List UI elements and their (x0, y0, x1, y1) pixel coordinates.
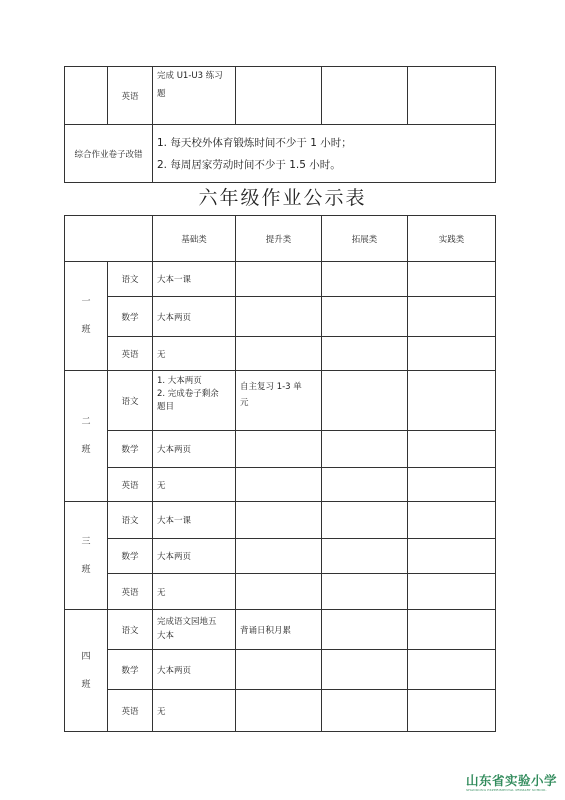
header-basic: 基础类 (153, 216, 236, 262)
table-row (65, 610, 496, 650)
table-row (65, 574, 496, 610)
class-label-top: 四 (81, 651, 91, 662)
comprehensive-notes (153, 125, 496, 183)
extend-cell (322, 67, 408, 125)
practice-cell (408, 371, 496, 431)
school-logo-cn: 山东省实验小学 (466, 773, 558, 788)
subject-cell: 语文 (108, 502, 153, 539)
improve-cell (236, 262, 322, 297)
class-label-4 (65, 610, 108, 732)
table-row (65, 297, 496, 337)
table-row (65, 468, 496, 502)
table-row (65, 125, 496, 183)
practice-cell (408, 262, 496, 297)
class-label-1 (65, 262, 108, 371)
improve-cell (236, 371, 322, 431)
header-row (65, 216, 496, 262)
practice-cell (408, 67, 496, 125)
subject-cell: 语文 (108, 610, 153, 650)
table-row (65, 690, 496, 732)
improve-cell (236, 297, 322, 337)
extend-cell (322, 262, 408, 297)
practice-cell (408, 690, 496, 732)
subject-cell: 数学 (108, 297, 153, 337)
extend-cell (322, 574, 408, 610)
extend-cell (322, 610, 408, 650)
class-label-bottom: 班 (81, 445, 91, 455)
subject-cell: 英语 (108, 574, 153, 610)
table-row (65, 337, 496, 371)
cell-text: 自主复习 1-3 单 (240, 382, 302, 392)
improve-cell (236, 431, 322, 468)
basic-cell (153, 610, 236, 650)
subject-cell: 语文 (108, 262, 153, 297)
practice-cell (408, 539, 496, 574)
basic-cell (153, 67, 236, 125)
header-improve: 提升类 (236, 216, 322, 262)
cell-text: 大本 (157, 631, 175, 641)
practice-cell (408, 650, 496, 690)
table-row (65, 650, 496, 690)
header-blank (65, 216, 153, 262)
improve-cell (236, 690, 322, 732)
table-row (65, 539, 496, 574)
subject-cell: 数学 (108, 650, 153, 690)
school-logo-en: SHANDONG EXPERIMENTAL PRIMARY SCHOOL (466, 788, 547, 792)
basic-cell: 大本一课 (153, 262, 236, 297)
class-label-top: 二 (81, 417, 91, 427)
basic-cell: 大本两页 (153, 297, 236, 337)
improve-cell (236, 67, 322, 125)
basic-cell: 无 (153, 574, 236, 610)
improve-cell (236, 337, 322, 371)
improve-cell (236, 650, 322, 690)
basic-cell: 大本两页 (153, 539, 236, 574)
practice-cell (408, 337, 496, 371)
table-row (65, 67, 496, 125)
subject-cell: 英语 (108, 690, 153, 732)
extend-cell (322, 431, 408, 468)
practice-cell (408, 468, 496, 502)
cell-text: 2. 完成卷子剩余 (157, 389, 219, 399)
class-label-bottom: 班 (81, 325, 91, 335)
practice-cell (408, 297, 496, 337)
extend-cell (322, 297, 408, 337)
class-label-3 (65, 502, 108, 610)
cell-text: 元 (240, 398, 249, 408)
practice-cell (408, 502, 496, 539)
subject-cell: 英语 (108, 67, 153, 125)
header-extend: 拓展类 (322, 216, 408, 262)
top-partial-table (64, 66, 496, 183)
note-line: 1. 每天校外体育锻炼时间不少于 1 小时； (157, 136, 352, 149)
improve-cell: 背诵日积月累 (236, 610, 322, 650)
extend-cell (322, 337, 408, 371)
class-label-2 (65, 371, 108, 502)
cell-text: 完成语文园地五 (157, 617, 217, 627)
comprehensive-label: 综合作业卷子改错 (65, 125, 153, 183)
extend-cell (322, 468, 408, 502)
improve-cell (236, 539, 322, 574)
class-label-bottom: 班 (81, 564, 91, 575)
practice-cell (408, 431, 496, 468)
cell-text: 1. 大本两页 (157, 376, 202, 386)
extend-cell (322, 502, 408, 539)
subject-cell: 数学 (108, 431, 153, 468)
basic-cell: 大本两页 (153, 650, 236, 690)
basic-cell: 无 (153, 337, 236, 371)
practice-cell (408, 610, 496, 650)
table-row (65, 262, 496, 297)
basic-cell: 大本两页 (153, 431, 236, 468)
homework-table (64, 215, 496, 732)
extend-cell (322, 539, 408, 574)
class-label-top: 一 (81, 297, 91, 307)
class-label-top: 三 (81, 536, 91, 547)
cell-text: 题目 (157, 402, 175, 412)
basic-cell (153, 371, 236, 431)
note-line: 2. 每周居家劳动时间不少于 1.5 小时。 (157, 158, 341, 171)
table-row (65, 371, 496, 431)
table-row (65, 431, 496, 468)
subject-cell: 英语 (108, 337, 153, 371)
improve-cell (236, 468, 322, 502)
extend-cell (322, 650, 408, 690)
page-title: 六年级作业公示表 (198, 187, 367, 209)
subject-cell: 英语 (108, 468, 153, 502)
cell-text: 题 (157, 89, 166, 99)
improve-cell (236, 574, 322, 610)
subject-cell: 数学 (108, 539, 153, 574)
class-label-bottom: 班 (81, 679, 91, 690)
subject-cell: 语文 (108, 371, 153, 431)
cell-text: 完成 U1-U3 练习 (157, 71, 223, 81)
basic-cell: 大本一课 (153, 502, 236, 539)
extend-cell (322, 690, 408, 732)
basic-cell: 无 (153, 690, 236, 732)
extend-cell (322, 371, 408, 431)
class-cell (65, 67, 108, 125)
school-logo (466, 774, 564, 793)
table-row (65, 502, 496, 539)
basic-cell: 无 (153, 468, 236, 502)
header-practice: 实践类 (408, 216, 496, 262)
improve-cell (236, 502, 322, 539)
practice-cell (408, 574, 496, 610)
